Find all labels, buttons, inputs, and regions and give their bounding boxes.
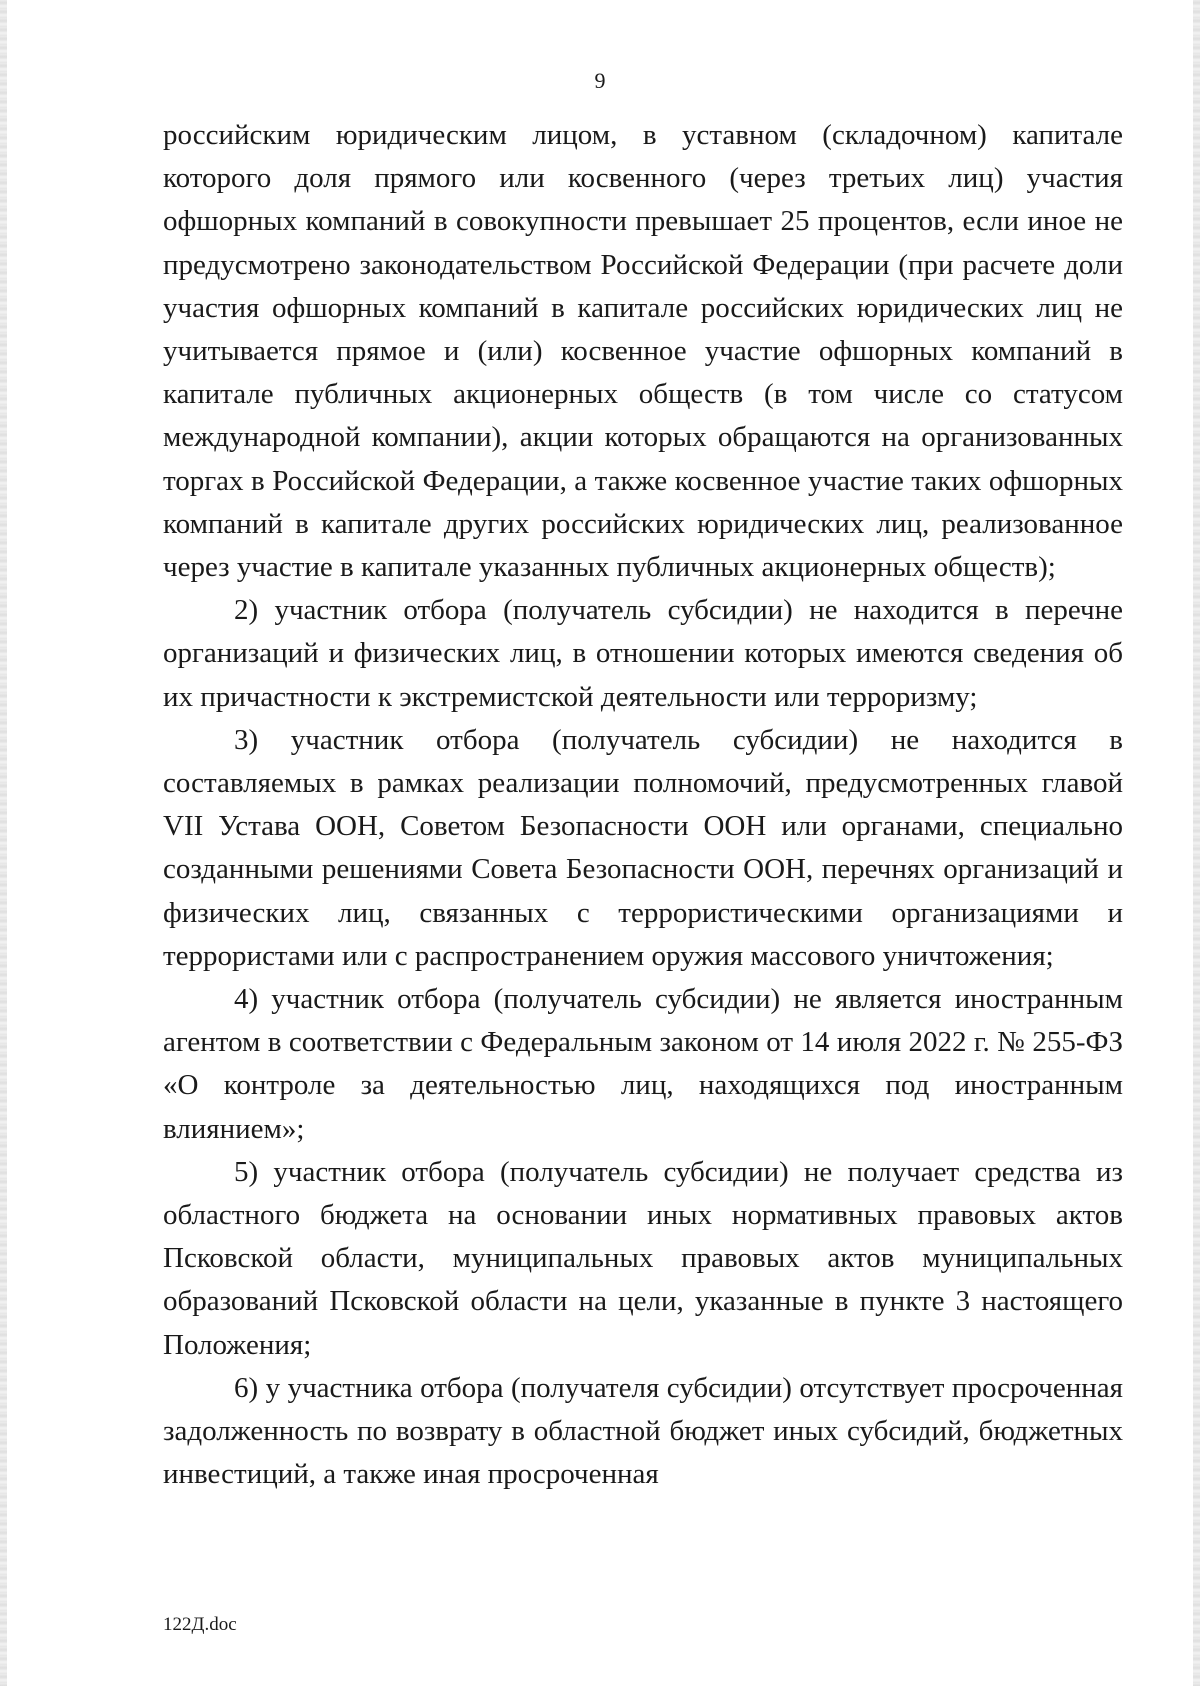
paragraph-item-4: 4) участник отбора (получатель субсидии) не является иностранным агентом в соответствии с Федеральным законом от 14 июля 2022 г. № 255-ФЗ «О контроле за деятельностью лиц, находящихся под иностранным влиянием»;: [163, 983, 1123, 1145]
page-number: 9: [594, 68, 606, 93]
paragraph-item-3: 3) участник отбора (получатель субсидии) не находится в составляемых в рамках реализации полномочий, предусмотренных главой VII Устава ООН, Советом Безопасности ООН или органами, специально созданными решениями Совета Безопасности ООН, перечнях организаций и физических лиц, связанных с террористическими организациями и террористами или с распространением оружия массового уничтожения;: [163, 723, 1123, 972]
scan-edge-right: [1193, 0, 1200, 1686]
paragraph-item-2: 2) участник отбора (получатель субсидии) не находится в перечне организаций и физических лиц, в отношении которых имеются сведения об их причастности к экстремистской деятельности или терроризму;: [163, 594, 1123, 713]
footer-filename: 122Д.doc: [163, 1614, 237, 1635]
paragraph-continuation: российским юридическим лицом, в уставном (складочном) капитале которого доля прямого или косвенного (через третьих лиц) участия офшорных компаний в совокупности превышает 25 процентов, если иное не предусмотрено законодательством Российской Федерации (при расчете доли участия офшорных компаний в капитале российских юридических лиц не учитывается прямое и (или) косвенное участие офшорных компаний в капитале публичных акционерных обществ (в том числе со статусом международной компании), акции которых обращаются на организованных торгах в Российской Федерации, а также косвенное участие таких офшорных компаний в капитале других российских юридических лиц, реализованное через участие в капитале указанных публичных акционерных обществ);: [163, 119, 1123, 584]
paragraph-item-6: 6) у участника отбора (получателя субсидии) отсутствует просроченная задолженность по возврату в областной бюджет иных субсидий, бюджетных инвестиций, а также иная просроченная: [163, 1371, 1123, 1491]
paragraph-item-5: 5) участник отбора (получатель субсидии) не получает средства из областного бюджета на основании иных нормативных правовых актов Псковской области, муниципальных правовых актов муниципальных образований Псковской области на цели, указанные в пункте 3 настоящего Положения;: [163, 1155, 1123, 1361]
scan-edge-left: [0, 0, 7, 1686]
document-body: [163, 114, 1123, 1497]
